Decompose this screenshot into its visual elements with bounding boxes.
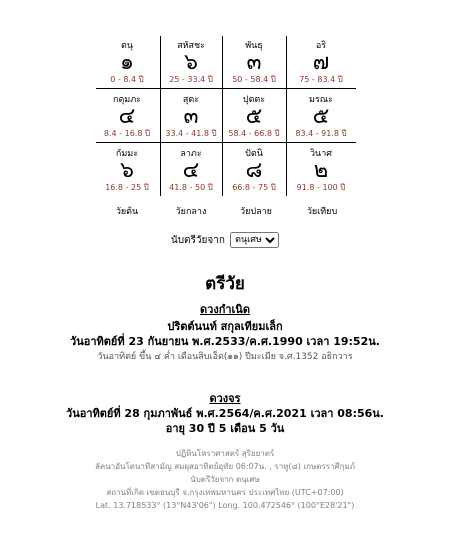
grid-cell: [96, 40, 158, 85]
house-value: ๒: [313, 158, 329, 183]
grid-cell: [290, 148, 352, 193]
house-name: ปุตตะ: [242, 95, 266, 105]
grid-cell: [223, 148, 285, 193]
house-value: ๓: [183, 104, 199, 129]
house-value: ๑: [120, 50, 134, 75]
grid-cell: [290, 40, 352, 85]
house-value: ๕: [312, 104, 330, 129]
grid-cell: [160, 40, 222, 85]
birth-heading: ดวงกำเนิด: [200, 303, 250, 316]
age-range: 91.8 - 100 ปี: [296, 183, 346, 192]
house-value: ๓: [246, 50, 262, 75]
period-label: วัยเทียบ: [306, 207, 338, 217]
age-range: 8.4 - 16.8 ปี: [103, 129, 151, 138]
age-range: 58.4 - 66.8 ปี: [228, 129, 280, 138]
grid-cell: [96, 94, 158, 139]
page-title: ตรีวัย: [205, 274, 245, 294]
grid-divider: [96, 142, 356, 143]
footer-line: Lat. 13.718533° (13°N43'06") Long. 100.472546° (100°E28'21"): [95, 501, 355, 510]
age-range: 41.8 - 50 ปี: [169, 183, 213, 192]
period-label: วัยปลาย: [240, 207, 272, 217]
house-name: ลาภะ: [180, 149, 202, 159]
house-value: ๖: [184, 50, 198, 75]
footer-line: สถานที่เกิด เขตธนบุรี จ.กรุงเทพมหานคร ประเทศไทย (UTC+07:00): [106, 488, 344, 497]
house-name: สุตะ: [182, 95, 200, 105]
age-range: 16.8 - 25 ปี: [105, 183, 149, 192]
birth-date: วันอาทิตย์ที่ 23 กันยายน พ.ศ.2533/ค.ศ.1990 เวลา 19:52น.: [70, 335, 380, 348]
house-name: วินาศ: [310, 149, 332, 159]
transit-heading: ดวงจร: [209, 392, 241, 405]
house-name: มรณะ: [309, 95, 333, 105]
age-range: 75 - 83.4 ปี: [299, 75, 343, 84]
house-name: พันธุ: [245, 41, 263, 51]
grid-cell: [96, 148, 158, 193]
age-range: 66.8 - 75 ปี: [232, 183, 276, 192]
age-range: 25 - 33.4 ปี: [169, 75, 213, 84]
house-name: ปัตนิ: [245, 149, 263, 159]
house-value: ๘: [245, 158, 263, 183]
house-value: ๕: [245, 104, 263, 129]
age-range: 50 - 58.4 ปี: [232, 75, 276, 84]
count-from-label: นับตรีวัยจาก: [170, 235, 225, 246]
footer-line: ปฏิทินโหราศาสตร์ สุริยยาตร์: [175, 449, 275, 458]
period-label: วัยกลาง: [175, 207, 207, 217]
house-value: ๔: [118, 104, 136, 129]
house-name: ตนุ: [121, 41, 133, 51]
transit-date: วันอาทิตย์ที่ 28 กุมภาพันธ์ พ.ศ.2564/ค.ศ.2021 เวลา 08:56น.: [66, 407, 384, 420]
house-name: อริ: [315, 41, 327, 51]
house-value: ๔: [182, 158, 200, 183]
period-label: วัยต้น: [115, 207, 139, 217]
grid-cell: [160, 148, 222, 193]
count-from-select[interactable]: [230, 232, 279, 248]
footer-line: ลัคนาอันโตนาทีสามัญ สมผุสอาทิตย์อุทัย 06:07น. , ราหู(๘) เกษตรราศีกุมภ์: [94, 462, 356, 471]
house-value: ๗: [312, 50, 330, 75]
footer-line: นับตรีวัยจาก ตนุเศษ: [190, 475, 260, 484]
house-name: กดุมภะ: [113, 95, 141, 105]
grid-divider: [96, 88, 356, 89]
grid-cell: [290, 94, 352, 139]
age-range: 33.4 - 41.8 ปี: [165, 129, 217, 138]
grid-cell: [223, 40, 285, 85]
count-from-row: [0, 232, 450, 248]
house-name: สหัสชะ: [177, 41, 205, 51]
house-name: กัมมะ: [115, 149, 139, 159]
grid-divider: [286, 36, 287, 196]
birth-lunar-date: วันอาทิตย์ ขึ้น ๔ ค่ำ เดือนสิบเอ็ด(๑๑) ปีมะเมีย จ.ศ.1352 อธิกวาร: [97, 352, 353, 362]
age-text: อายุ 30 ปี 5 เดือน 5 วัน: [165, 422, 285, 435]
grid-cell: [223, 94, 285, 139]
age-range: 83.4 - 91.8 ปี: [295, 129, 347, 138]
grid-cell: [160, 94, 222, 139]
age-range: 0 - 8.4 ปี: [110, 75, 144, 84]
house-value: ๖: [120, 158, 134, 183]
person-name: ปริตต์นนท์ สกุลเทียมเล็ก: [167, 320, 283, 333]
